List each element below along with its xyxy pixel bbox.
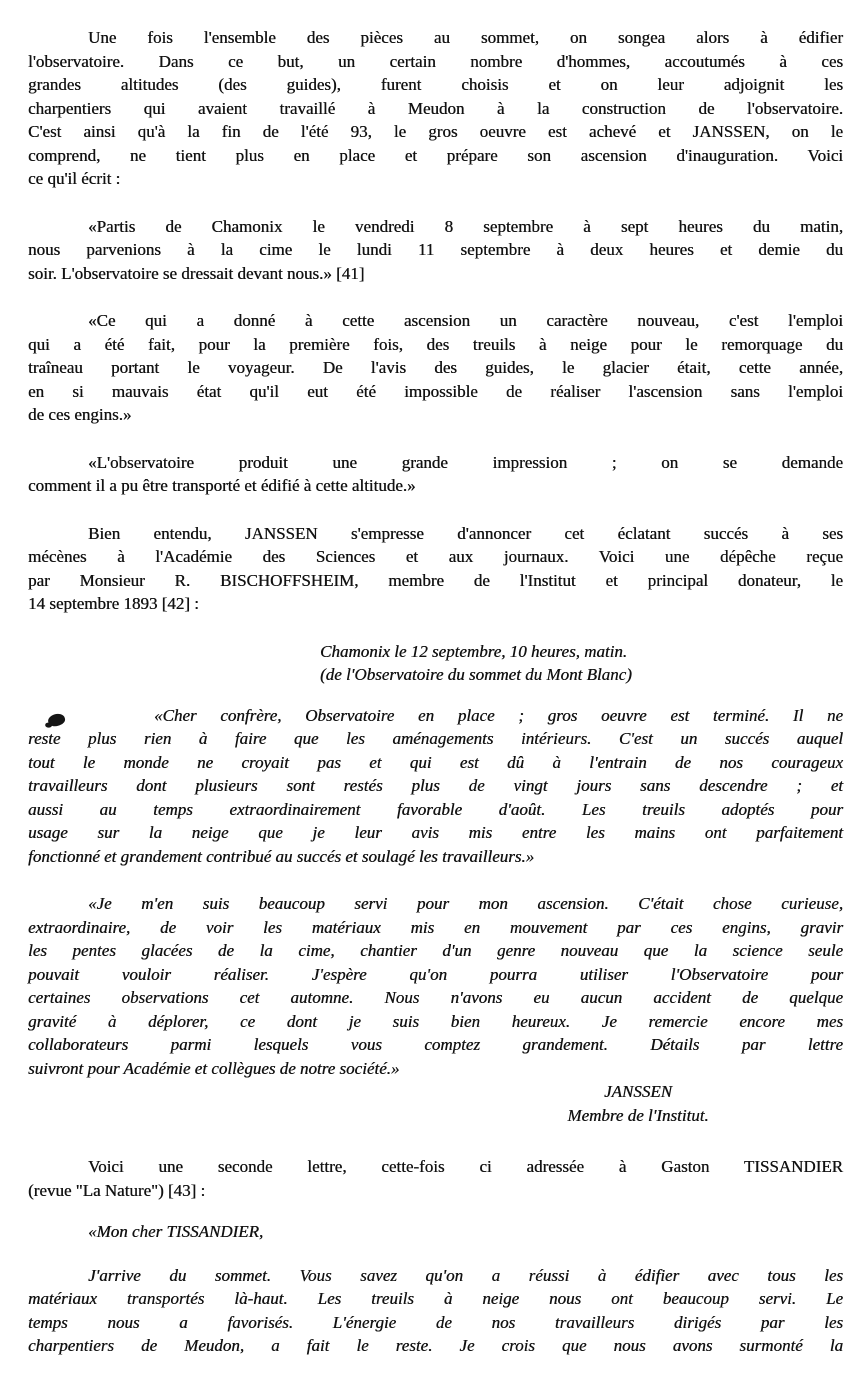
jarrive-du-sommet-line-2: matériaux transportés là-haut. Les treuils à neige nous ont beaucoup servi. Le xyxy=(28,1289,843,1308)
signature xyxy=(468,1080,808,1127)
letter-cher-confrere-line-6: usage sur la neige que je leur avis mis entre les mains ont parfaitement xyxy=(28,823,843,842)
jarrive-du-sommet xyxy=(28,1264,843,1358)
letter-je-men-suis-line-1: «Je m'en suis beaucoup servi pour mon ascension. C'était chose curieuse, xyxy=(88,894,843,913)
paragraph-bien-entendu-line-3: par Monsieur R. BISCHOFFSHEIM, membre de l'Institut et principal donateur, le xyxy=(28,570,843,590)
quote-caractere-nouveau-line-4: en si mauvais état qu'il eut été impossible de réaliser l'ascension sans l'emploi xyxy=(28,381,843,401)
letter-je-men-suis-line-6: gravité à déplorer, ce dont je suis bien heureux. Je remercie encore mes xyxy=(28,1011,843,1031)
intro-paragraph-line-2: l'observatoire. Dans ce but, un certain nombre d'hommes, accoutumés à ces xyxy=(28,51,843,71)
letter-je-men-suis-line-2: extraordinaire, de voir les matériaux mis en mouvement par ces engins, gravir xyxy=(28,917,843,937)
mon-cher-tissandier xyxy=(28,1220,843,1244)
intro-paragraph-line-7: ce qu'il écrit : xyxy=(28,169,121,188)
letter-je-men-suis-line-3: les pentes glacées de la cime, chantier d'un genre nouveau que la science seule xyxy=(28,941,843,960)
document-text xyxy=(28,26,843,1358)
letter-cher-confrere-line-7: fonctionné et grandement contribué au succés et soulagé les travailleurs.» xyxy=(28,846,535,866)
letter-je-men-suis-line-7: collaborateurs parmi lesquels vous comptez grandement. Détails par lettre xyxy=(28,1035,843,1054)
intro-paragraph-line-5: C'est ainsi qu'à la fin de l'été 93, le gros oeuvre est achevé et JANSSEN, on le xyxy=(28,122,843,141)
signature-line-1: JANSSEN xyxy=(604,1082,672,1101)
intro-paragraph-line-4: charpentiers qui avaient travaillé à Meudon à la construction de l'observatoire. xyxy=(28,98,843,118)
second-letter-intro xyxy=(28,1155,843,1202)
quote-grande-impression-line-2: comment il a pu être transporté et édifié à cette altitude.» xyxy=(28,476,416,495)
jarrive-du-sommet-line-3: temps nous a favorisés. L'énergie de nos travailleurs dirigés par les xyxy=(28,1312,843,1332)
paragraph-bien-entendu-line-4: 14 septembre 1893 [42] : xyxy=(28,594,199,613)
quote-grande-impression xyxy=(28,451,843,498)
intro-paragraph-line-3: grandes altitudes (des guides), furent choisis et on leur adjoignit les xyxy=(28,75,843,94)
second-letter-intro-line-2: (revue "La Nature") [43] : xyxy=(28,1180,206,1200)
paragraph-bien-entendu-line-2: mécènes à l'Académie des Sciences et aux journaux. Voici une dépêche reçue xyxy=(28,547,843,566)
letter-cher-confrere-line-1: «Cher confrère, Observatoire en place ; gros oeuvre est terminé. Il ne xyxy=(154,705,843,725)
jarrive-du-sommet-line-4: charpentiers de Meudon, a fait le reste. Je crois que nous avons surmonté la xyxy=(28,1336,843,1355)
letter-cher-confrere xyxy=(28,704,843,869)
quote-partis-de-chamonix-line-3: soir. L'observatoire se dressait devant nous.» [41] xyxy=(28,263,365,283)
dateline-line-2: (de l'Observatoire du sommet du Mont Blanc) xyxy=(320,665,632,684)
letter-je-men-suis-line-5: certaines observations cet automne. Nous n'avons eu aucun accident de quelque xyxy=(28,988,843,1007)
quote-partis-de-chamonix xyxy=(28,215,843,286)
dateline xyxy=(320,640,843,687)
quote-partis-de-chamonix-line-1: «Partis de Chamonix le vendredi 8 septembre à sept heures du matin, xyxy=(88,216,843,236)
quote-caractere-nouveau-line-5: de ces engins.» xyxy=(28,405,132,424)
intro-paragraph-line-6: comprend, ne tient plus en place et prépare son ascension d'inauguration. Voici xyxy=(28,145,843,165)
letter-je-men-suis xyxy=(28,892,843,1080)
intro-paragraph xyxy=(28,26,843,191)
mon-cher-tissandier-line-1: «Mon cher TISSANDIER, xyxy=(88,1222,264,1241)
dateline-line-1: Chamonix le 12 septembre, 10 heures, matin. xyxy=(320,641,628,661)
letter-je-men-suis-line-8: suivront pour Académie et collègues de notre société.» xyxy=(28,1058,400,1078)
letter-je-men-suis-line-4: pouvait vouloir réaliser. J'espère qu'on pourra utiliser l'Observatoire pour xyxy=(28,964,843,984)
paragraph-bien-entendu xyxy=(28,522,843,616)
letter-cher-confrere-line-2: reste plus rien à faire que les aménagements intérieurs. C'est un succés auquel xyxy=(28,729,843,748)
quote-caractere-nouveau-line-2: qui a été fait, pour la première fois, des treuils à neige pour le remorquage du xyxy=(28,334,843,354)
paragraph-bien-entendu-line-1: Bien entendu, JANSSEN s'empresse d'annoncer cet éclatant succés à ses xyxy=(88,523,843,543)
letter-cher-confrere-line-4: travailleurs dont plusieurs sont restés plus de vingt jours sans descendre ; et xyxy=(28,776,843,795)
jarrive-du-sommet-line-1: J'arrive du sommet. Vous savez qu'on a réussi à édifier avec tous les xyxy=(88,1265,843,1285)
intro-paragraph-line-1: Une fois l'ensemble des pièces au sommet, on songea alors à édifier xyxy=(88,28,843,47)
quote-caractere-nouveau-line-1: «Ce qui a donné à cette ascension un caractère nouveau, c'est l'emploi xyxy=(88,311,843,330)
quote-caractere-nouveau xyxy=(28,309,843,427)
quote-partis-de-chamonix-line-2: nous parvenions à la cime le lundi 11 septembre à deux heures et demie du xyxy=(28,240,843,259)
letter-cher-confrere-line-5: aussi au temps extraordinairement favorable d'août. Les treuils adoptés pour xyxy=(28,799,843,819)
quote-caractere-nouveau-line-3: traîneau portant le voyageur. De l'avis des guides, le glacier était, cette année, xyxy=(28,358,843,377)
signature-line-2: Membre de l'Institut. xyxy=(567,1105,709,1125)
letter-cher-confrere-line-3: tout le monde ne croyait pas et qui est dû à l'entrain de nos courageux xyxy=(28,752,843,772)
second-letter-intro-line-1: Voici une seconde lettre, cette-fois ci adressée à Gaston TISSANDIER xyxy=(88,1157,843,1176)
quote-grande-impression-line-1: «L'observatoire produit une grande impression ; on se demande xyxy=(88,452,843,472)
